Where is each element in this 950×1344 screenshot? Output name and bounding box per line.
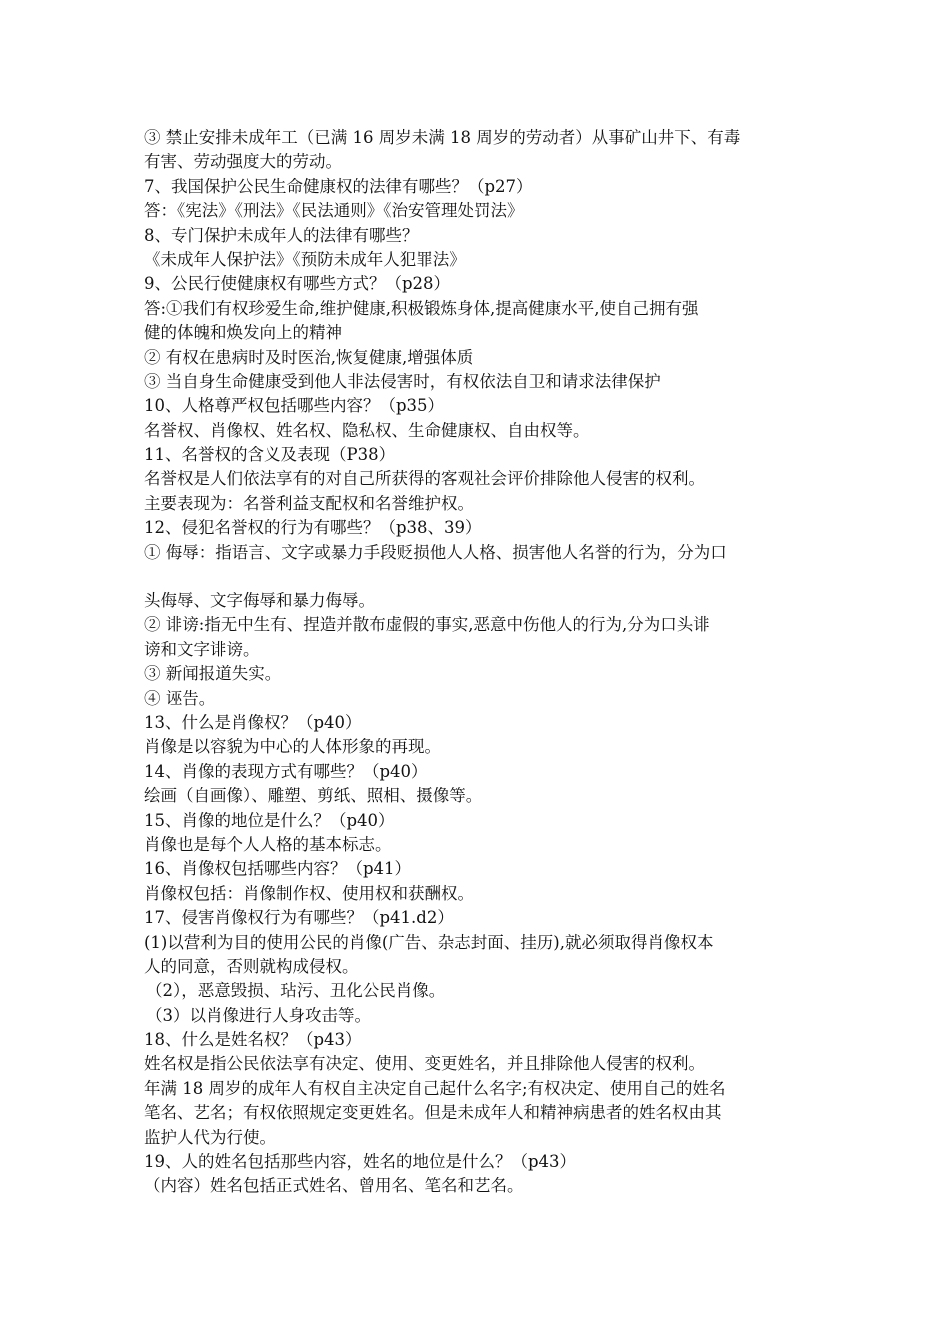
- question-heading: 16、肖像权包括哪些内容？（p41）: [144, 859, 412, 879]
- answer-line: 人的同意，否则就构成侵权。: [144, 956, 359, 976]
- question-heading: 12、侵犯名誉权的行为有哪些？（p38、39）: [144, 518, 482, 538]
- answer-line: 主要表现为：名誉利益支配权和名誉维护权。: [144, 493, 474, 513]
- question-heading: 13、什么是肖像权？（p40）: [144, 712, 362, 732]
- answer-line: （3）以肖像进行人身攻击等。: [146, 1005, 371, 1025]
- answer-line: ① 侮辱：指语言、文字或暴力手段贬损他人人格、损害他人名誉的行为，分为口: [144, 542, 727, 562]
- answer-line: ③ 新闻报道失实。: [144, 664, 282, 684]
- question-heading: 15、肖像的地位是什么？（p40）: [144, 810, 395, 830]
- answer-line: 年满 18 周岁的成年人有权自主决定自己起什么名字;有权决定、使用自己的姓名: [144, 1078, 726, 1098]
- answer-line: 名誉权、肖像权、姓名权、隐私权、生命健康权、自由权等。: [144, 420, 590, 440]
- answer-line: 肖像是以容貌为中心的人体形象的再现。: [144, 737, 441, 757]
- question-heading: 9、公民行使健康权有哪些方式？（p28）: [144, 274, 451, 294]
- text-line: 有害、劳动强度大的劳动。: [144, 152, 342, 172]
- answer-line: 监护人代为行使。: [144, 1127, 276, 1147]
- question-heading: 10、人格尊严权包括哪些内容？（p35）: [144, 396, 445, 416]
- question-heading: 14、肖像的表现方式有哪些？（p40）: [144, 761, 428, 781]
- answer-line: （2），恶意毁损、玷污、丑化公民肖像。: [146, 981, 446, 1001]
- answer-line: 肖像权包括：肖像制作权、使用权和获酬权。: [144, 883, 474, 903]
- answer-line: 头侮辱、文字侮辱和暴力侮辱。: [144, 591, 375, 611]
- answer-line: 答:①我们有权珍爱生命,维护健康,积极锻炼身体,提高健康水平,使自己拥有强: [144, 298, 699, 318]
- question-heading: 17、侵害肖像权行为有哪些？（p41.d2）: [144, 908, 454, 928]
- answer-line: （内容）姓名包括正式姓名、曾用名、笔名和艺名。: [144, 1176, 524, 1196]
- question-heading: 11、名誉权的含义及表现（P38）: [144, 445, 396, 465]
- blank-line: [144, 565, 814, 589]
- answer-line: ④ 诬告。: [144, 688, 216, 708]
- question-heading: 19、人的姓名包括那些内容，姓名的地位是什么？（p43）: [144, 1152, 577, 1172]
- answer-line: ② 有权在患病时及时医治,恢复健康,增强体质: [144, 347, 474, 367]
- answer-line: 谤和文字诽谤。: [144, 639, 260, 659]
- answer-line: 《未成年人保护法》《预防未成年人犯罪法》: [144, 249, 466, 269]
- answer-line: 笔名、艺名；有权依照规定变更姓名。但是未成年人和精神病患者的姓名权由其: [144, 1103, 722, 1123]
- question-heading: 18、什么是姓名权？（p43）: [144, 1030, 362, 1050]
- question-heading: 8、专门保护未成年人的法律有哪些？: [144, 225, 419, 245]
- answer-line: 健的体魄和焕发向上的精神: [144, 323, 342, 343]
- answer-line: ② 诽谤:指无中生有、捏造并散布虚假的事实,恶意中伤他人的行为,分为口头诽: [144, 615, 710, 635]
- answer-line: 姓名权是指公民依法享有决定、使用、变更姓名，并且排除他人侵害的权利。: [144, 1054, 705, 1074]
- answer-line: 名誉权是人们依法享有的对自己所获得的客观社会评价排除他人侵害的权利。: [144, 469, 705, 489]
- question-heading: 7、我国保护公民生命健康权的法律有哪些？（p27）: [144, 176, 533, 196]
- answer-line: 答：《宪法》《刑法》《民法通则》《治安管理处罚法》: [144, 201, 524, 221]
- text-line: ③ 禁止安排未成年工（已满 16 周岁未满 18 周岁的劳动者）从事矿山井下、有毒: [144, 128, 741, 147]
- answer-line: ③ 当自身生命健康受到他人非法侵害时，有权依法自卫和请求法律保护: [144, 371, 661, 391]
- document-body: [144, 126, 814, 1199]
- answer-line: 肖像也是每个人人格的基本标志。: [144, 834, 392, 854]
- answer-line: 绘画（自画像）、雕塑、剪纸、照相、摄像等。: [144, 786, 483, 806]
- answer-line: (1)以营利为目的使用公民的肖像(广告、杂志封面、挂历),就必须取得肖像权本: [144, 932, 714, 952]
